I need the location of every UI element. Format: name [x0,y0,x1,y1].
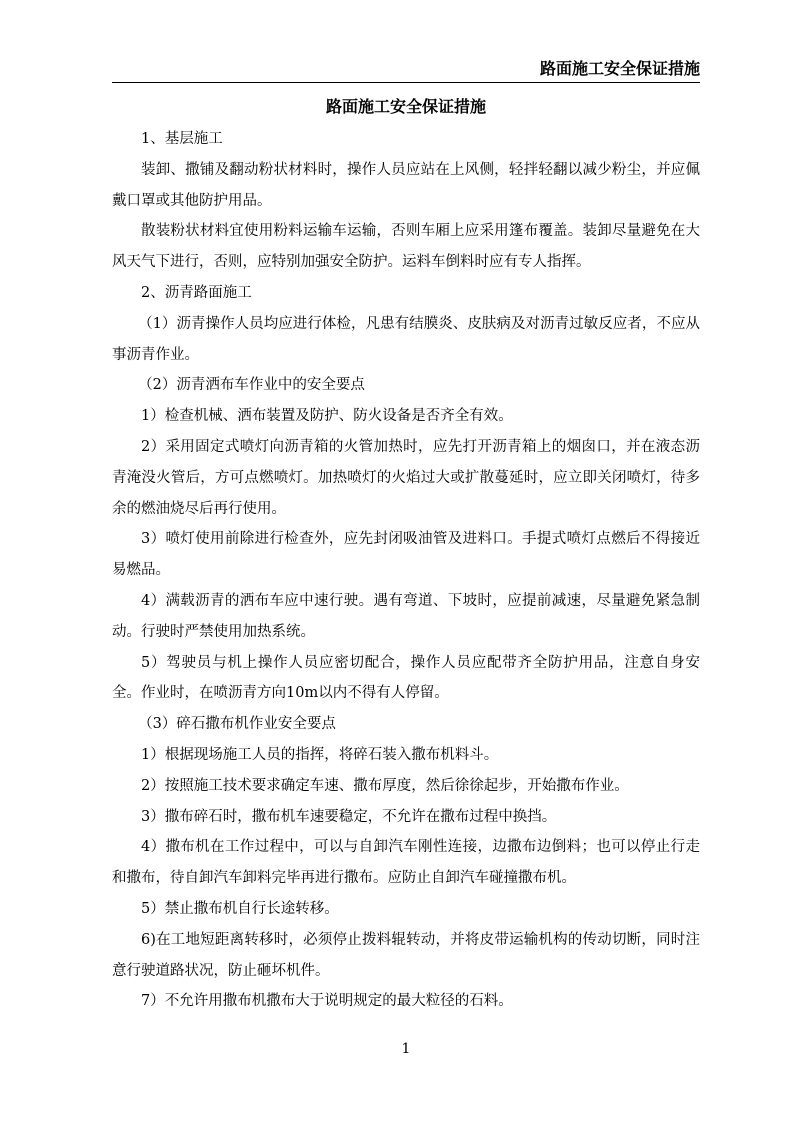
list-paragraph: 4）撒布机在工作过程中，可以与自卸汽车刚性连接，边撒布边倒料；也可以停止行走和撒布，待自卸汽车卸料完毕再进行撒布。应防止自卸汽车碰撞撒布机。 [112,839,700,887]
document-title: 路面施工安全保证措施 [325,97,486,116]
list-paragraph: 1）根据现场施工人员的指挥，将碎石装入撒布机料斗。 [141,746,499,763]
section-heading: 1、基层施工 [141,131,223,147]
section-heading: 2、沥青路面施工 [141,284,252,301]
list-paragraph: 1）检查机械、洒布装置及防护、防火设备是否齐全有效。 [141,408,513,425]
body-paragraph: 装卸、撒铺及翻动粉状材料时，操作人员应站在上风侧，轻拌轻翻以减少粉尘，并应佩戴口罩或其他防护用品。 [112,161,700,209]
list-paragraph: 6)在工地短距离转移时，必须停止拨料辊转动，并将皮带运输机构的传动切断，同时注意行驶道路状况，防止砸坏机件。 [112,931,700,979]
list-paragraph: 5）驾驶员与机上操作人员应密切配合，操作人员应配带齐全防护用品，注意自身安全。作业时，在喷沥青方向10m以内不得有人停留。 [112,654,700,702]
subsection-heading: （3）碎石撒布机作业安全要点 [138,716,336,733]
list-paragraph: 3）喷灯使用前除进行检查外，应先封闭吸油管及进料口。手提式喷灯点燃后不得接近易燃品。 [112,531,700,579]
page-header [112,54,700,83]
document-body [112,124,700,1017]
subsection-paragraph: （1）沥青操作人员均应进行体检，凡患有结膜炎、皮肤病及对沥青过敏反应者，不应从事沥青作业。 [112,315,700,363]
list-paragraph: 2）按照施工技术要求确定车速、撒布厚度，然后徐徐起步，开始撒布作业。 [141,777,629,794]
list-paragraph: 2）采用固定式喷灯向沥青箱的火管加热时，应先打开沥青箱上的烟囱口，并在液态沥青淹没火管后，方可点燃喷灯。加热喷灯的火焰过大或扩散蔓延时，应立即关闭喷灯，待多余的燃油烧尽后再行使用。 [112,438,700,517]
list-paragraph: 3）撒布碎石时，撒布机车速要稳定，不允许在撒布过程中换挡。 [141,808,557,825]
running-header-title: 路面施工安全保证措施 [539,59,700,78]
list-paragraph: 5）禁止撒布机自行长途转移。 [141,900,339,917]
list-paragraph: 7）不允许用撒布机撒布大于说明规定的最大粒径的石料。 [141,993,513,1010]
list-paragraph: 4）满载沥青的洒布车应中速行驶。遇有弯道、下坡时，应提前减速，尽量避免紧急制动。行驶时严禁使用加热系统。 [112,592,700,640]
subsection-heading: （2）沥青洒布车作业中的安全要点 [138,377,365,394]
page-number: 1 [401,1041,411,1057]
body-paragraph: 散装粉状材料宜使用粉料运输车运输，否则车厢上应采用篷布覆盖。装卸尽量避免在大风天气下进行，否则，应特别加强安全防护。运料车倒料时应有专人指挥。 [112,223,700,271]
